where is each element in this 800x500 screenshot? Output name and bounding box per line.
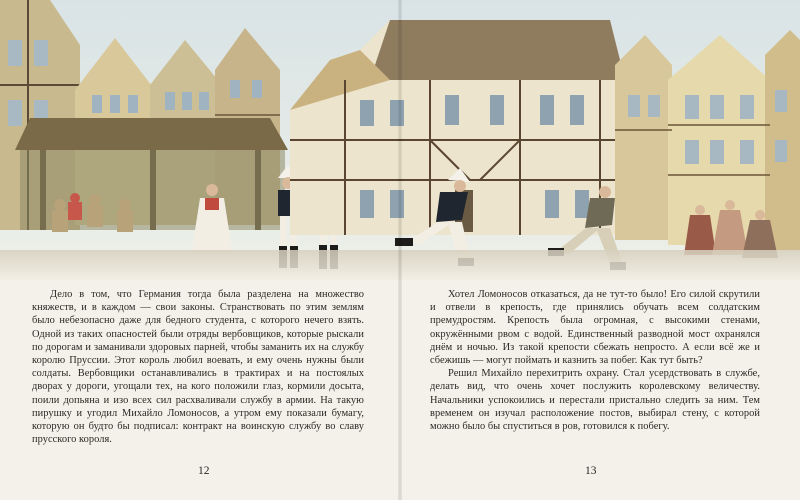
left-paragraph: Дело в том, что Германия тогда была разделена на множество княжеств, и в каждом — свои законы. Странствовать по этим землям было небезопасно даже для бедного студента, с которого нечего взять. Одной из таких опасностей были отряды вербовщиков, которые рыскали по дорогам и заманивали здоровых парней, чтобы заманить их на службу королю Пруссии. Этот король любил воевать, и ему очень нужны были солдаты. Вербовщики останавливались в трактирах и на постоялых дворах у дороги, угощали тех, на кого положили глаз, кормили досыта, поили допьяна и изо всех сил расхваливали службу в армии. На такую пирушку и угодил Михайло Ломоносов, а утром ему показали бумагу, которую он будто бы подписал: контракт на воинскую службу во славу прусского короля. (32, 289, 364, 446)
book-gutter (398, 0, 402, 500)
right-page-number: 13 (585, 465, 597, 477)
left-page-text (32, 288, 364, 446)
left-page-number: 12 (198, 465, 210, 477)
right-paragraph: Решил Михайло перехитрить охрану. Стал усердствовать в службе, делать вид, что очень хочет послужить королевскому величеству. Начальники успокоились и перестали пристально следить за ним. Тем временем он изучал расположение постов, выбирал стену, с которой можно было бы спуститься в ров, готовился к побегу. (430, 368, 760, 433)
right-houses (615, 30, 800, 258)
right-page-text (430, 288, 760, 433)
right-paragraph: Хотел Ломоносов отказаться, да не тут-то было! Его силой скрутили и отвели в крепость, где принялись обучать всем солдатским премудростям. Крепость была огромная, с высокими стенами, окружёнными рвом с водой. Единственный разводной мост охранялся днём и ночью. Из такой крепости сбежать непросто. А если всё же и сбежишь — могут поймать и казнить за побег. Как тут быть? (430, 289, 760, 367)
